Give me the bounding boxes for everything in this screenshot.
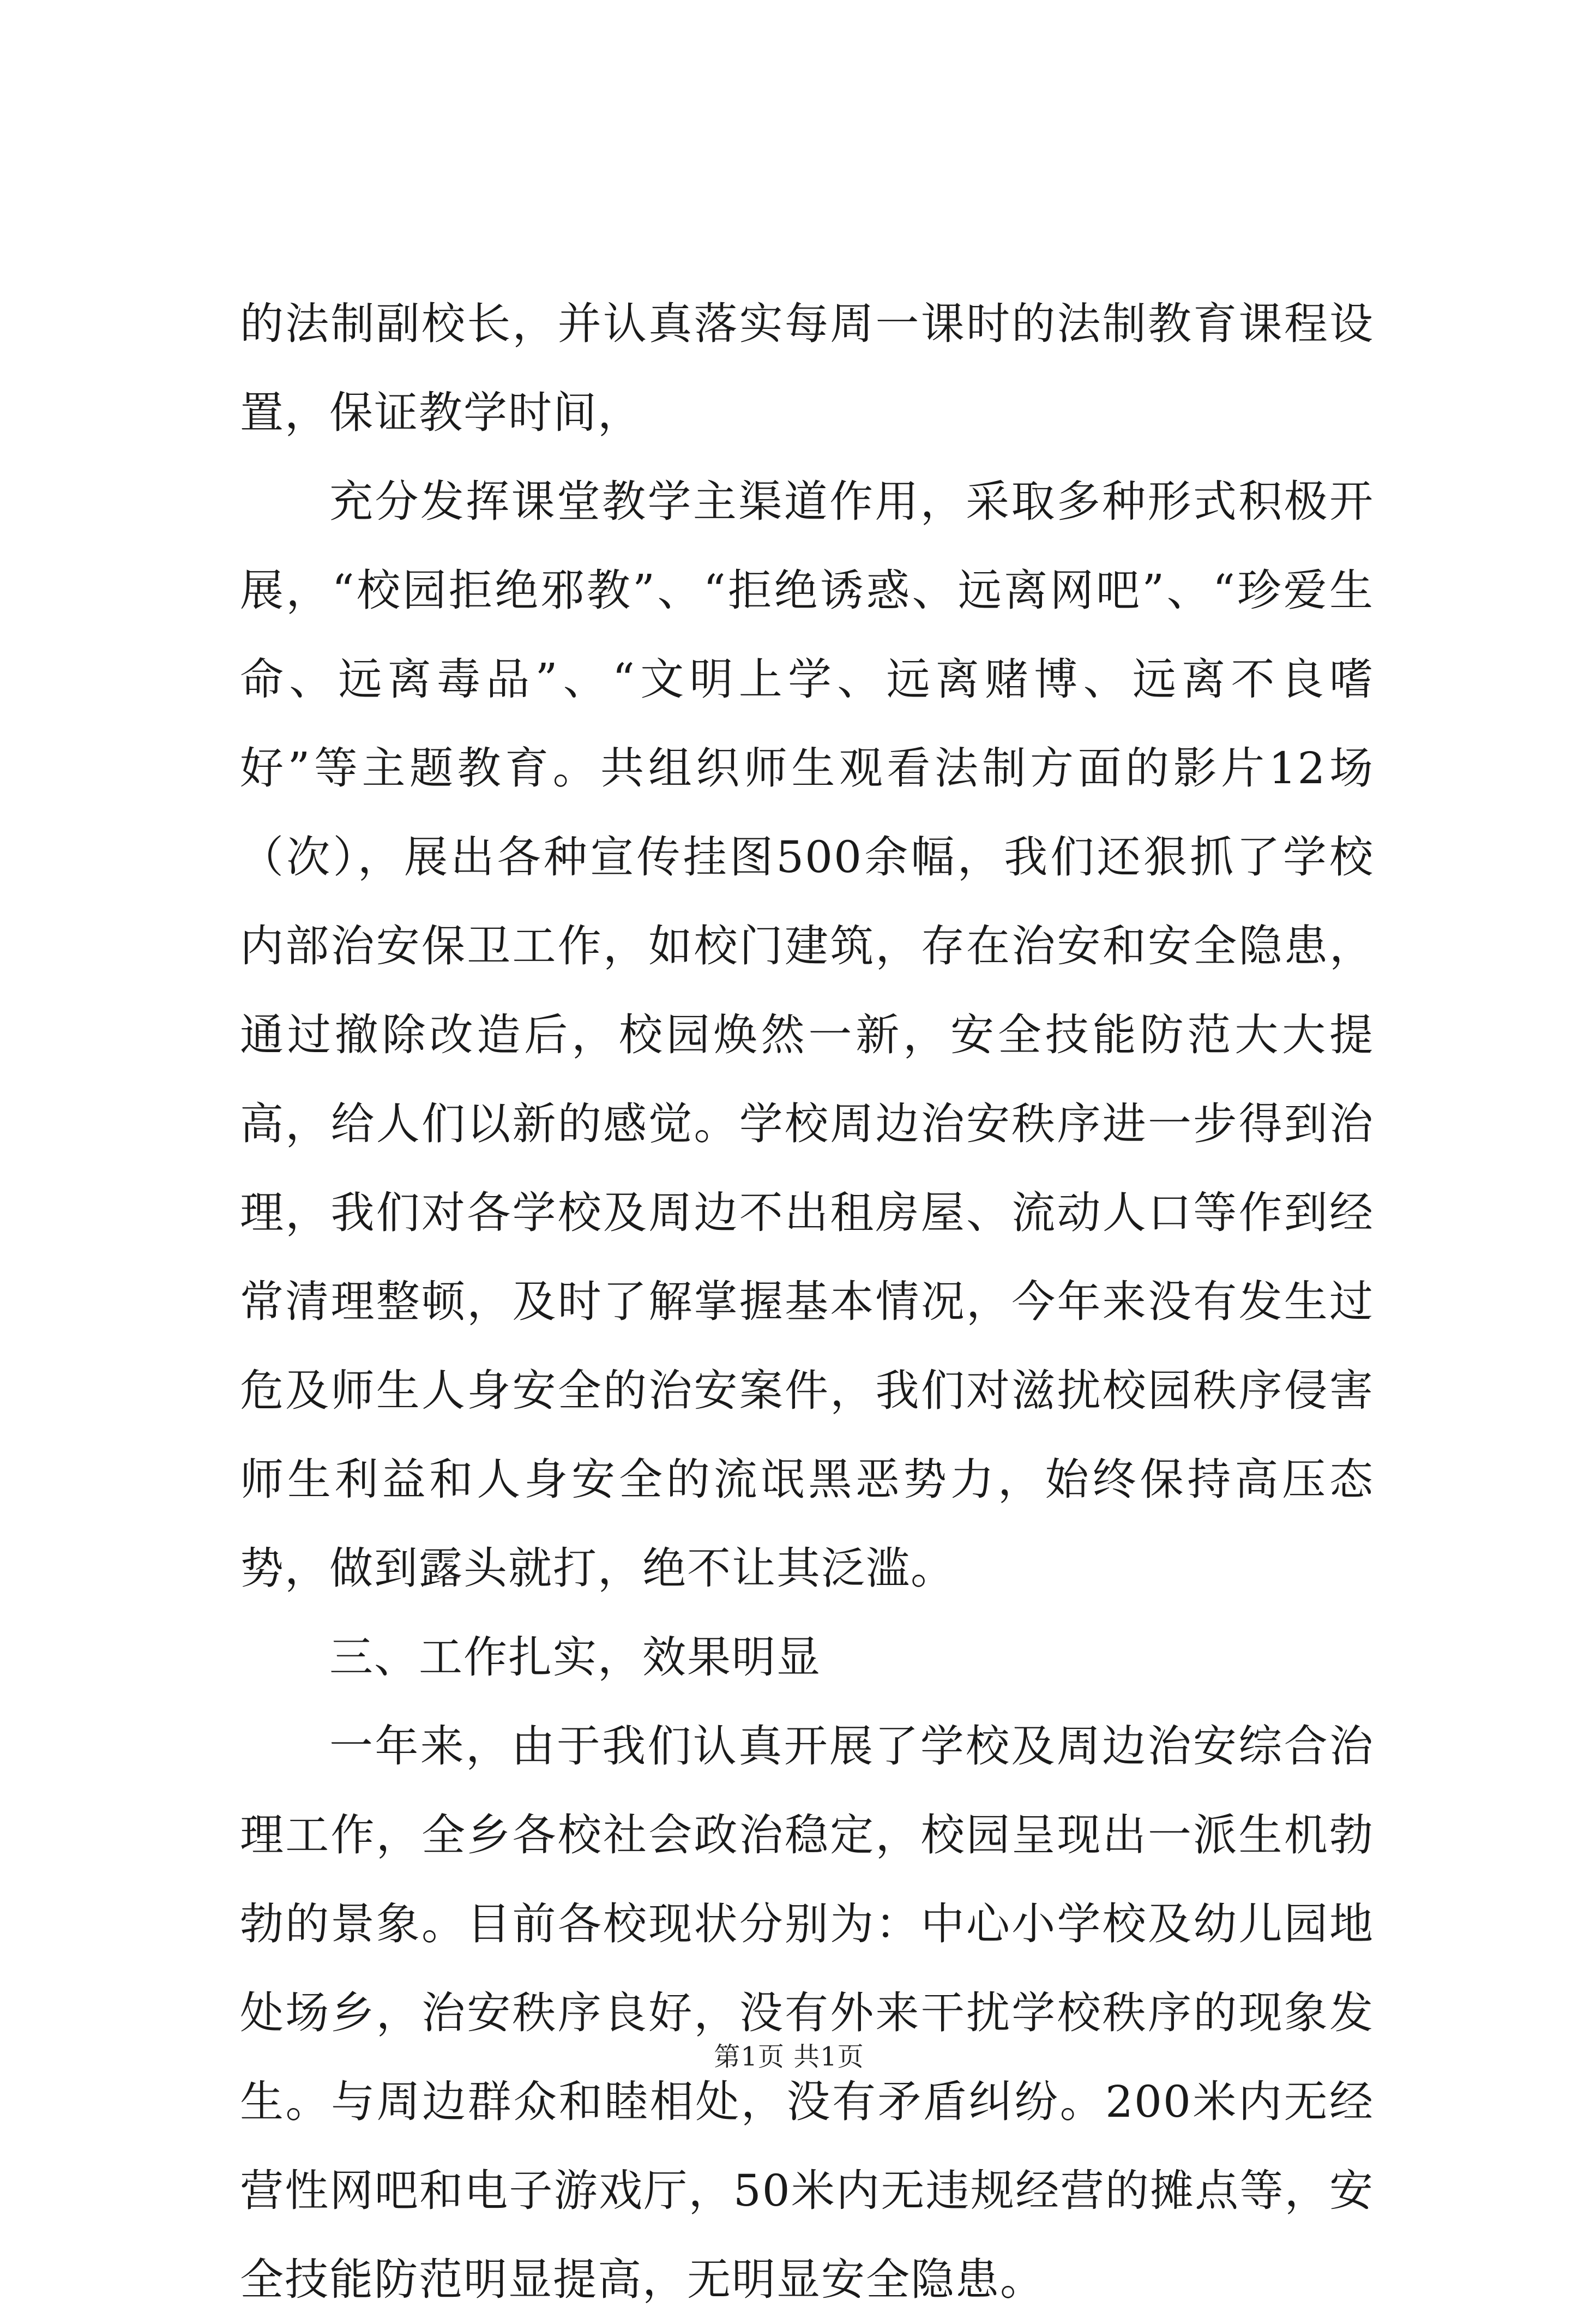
paragraph-continuation: 的法制副校长，并认真落实每周一课时的法制教育课程设置，保证教学时间，	[240, 298, 1374, 438]
page-footer: 第1页 共1页	[714, 2041, 864, 2072]
section-heading: 三、工作扎实，效果明显	[329, 1632, 821, 1683]
paragraph-results: 一年来，由于我们认真开展了学校及周边治安综合治理工作，全乡各校社会政治稳定，校园呈现出一派生机勃勃的景象。目前各校现状分别为：中心小学校及幼儿园地处场乡，治安秩序良好，没有外来干扰学校秩序的现象发生。与周边群众和睦相处，没有矛盾纠纷。200米内无经营性网吧和电子游戏厅，50米内无违规经营的摊点等，安全技能防范明显提高，无明显安全隐患。	[240, 1721, 1374, 2305]
paragraph-education-activities: 充分发挥课堂教学主渠道作用，采取多种形式积极开展，“校园拒绝邪教”、“拒绝诱惑、远离网吧”、“珍爱生命、远离毒品”、“文明上学、远离赌博、远离不良嗜好”等主题教育。共组织师生观看法制方面的影片12场（次），展出各种宣传挂图500余幅，我们还狠抓了学校内部治安保卫工作，如校门建筑，存在治安和安全隐患，通过撤除改造后，校园焕然一新，安全技能防范大大提高，给人们以新的感觉。学校周边治安秩序进一步得到治理，我们对各学校及周边不出租房屋、流动人口等作到经常清理整顿，及时了解掌握基本情况，今年来没有发生过危及师生人身安全的治安案件，我们对滋扰校园秩序侵害师生利益和人身安全的流氓黑恶势力，始终保持高压态势，做到露头就打，绝不让其泛滥。	[240, 476, 1374, 1594]
document-body	[240, 279, 1374, 2324]
